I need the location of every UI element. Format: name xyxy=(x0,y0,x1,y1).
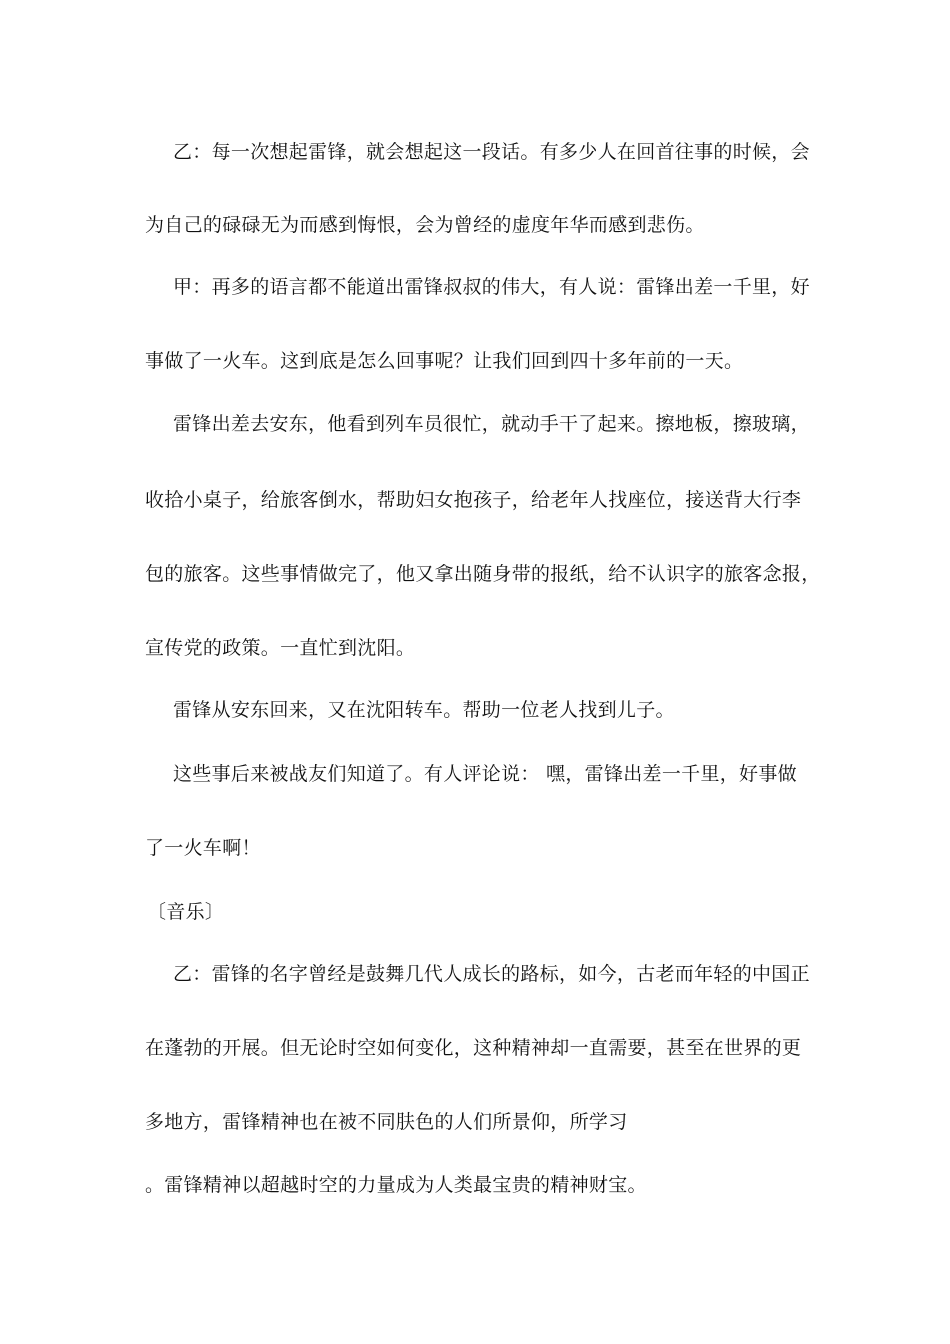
text-line: 收拾小桌子，给旅客倒水，帮助妇女抱孩子，给老年人找座位，接送背大行李 xyxy=(145,489,802,511)
text-line: 宣传党的政策。一直忙到沈阳。 xyxy=(145,637,416,659)
text-line: 事做了一火车。这到底是怎么回事呢？让我们回到四十多年前的一天。 xyxy=(145,350,744,372)
text-line: 。雷锋精神以超越时空的力量成为人类最宝贵的精神财宝。 xyxy=(145,1174,647,1196)
text-line: 乙：雷锋的名字曾经是鼓舞几代人成长的路标，如今，古老而年轻的中国正 xyxy=(173,963,810,985)
text-line: 包的旅客。这些事情做完了，他又拿出随身带的报纸，给不认识字的旅客念报， xyxy=(145,563,821,585)
text-line: 了一火车啊！ xyxy=(145,837,261,859)
text-line: 甲：再多的语言都不能道出雷锋叔叔的伟大，有人说：雷锋出差一千里，好 xyxy=(173,276,810,298)
text-line: 在蓬勃的开展。但无论时空如何变化，这种精神却一直需要，甚至在世界的更 xyxy=(145,1037,802,1059)
text-line: 为自己的碌碌无为而感到悔恨，会为曾经的虚度年华而感到悲伤。 xyxy=(145,214,705,236)
text-line: 雷锋出差去安东，他看到列车员很忙，就动手干了起来。擦地板，擦玻璃， xyxy=(173,413,810,435)
text-line: 这些事后来被战友们知道了。有人评论说： 嘿，雷锋出差一千里，好事做 xyxy=(173,763,797,785)
text-line: 乙：每一次想起雷锋，就会想起这一段话。有多少人在回首往事的时候，会 xyxy=(173,141,810,163)
text-line: 多地方，雷锋精神也在被不同肤色的人们所景仰，所学习 xyxy=(145,1111,628,1133)
text-line: 雷锋从安东回来，又在沈阳转车。帮助一位老人找到儿子。 xyxy=(173,699,675,721)
stage-cue: 〔音乐〕 xyxy=(147,901,225,923)
